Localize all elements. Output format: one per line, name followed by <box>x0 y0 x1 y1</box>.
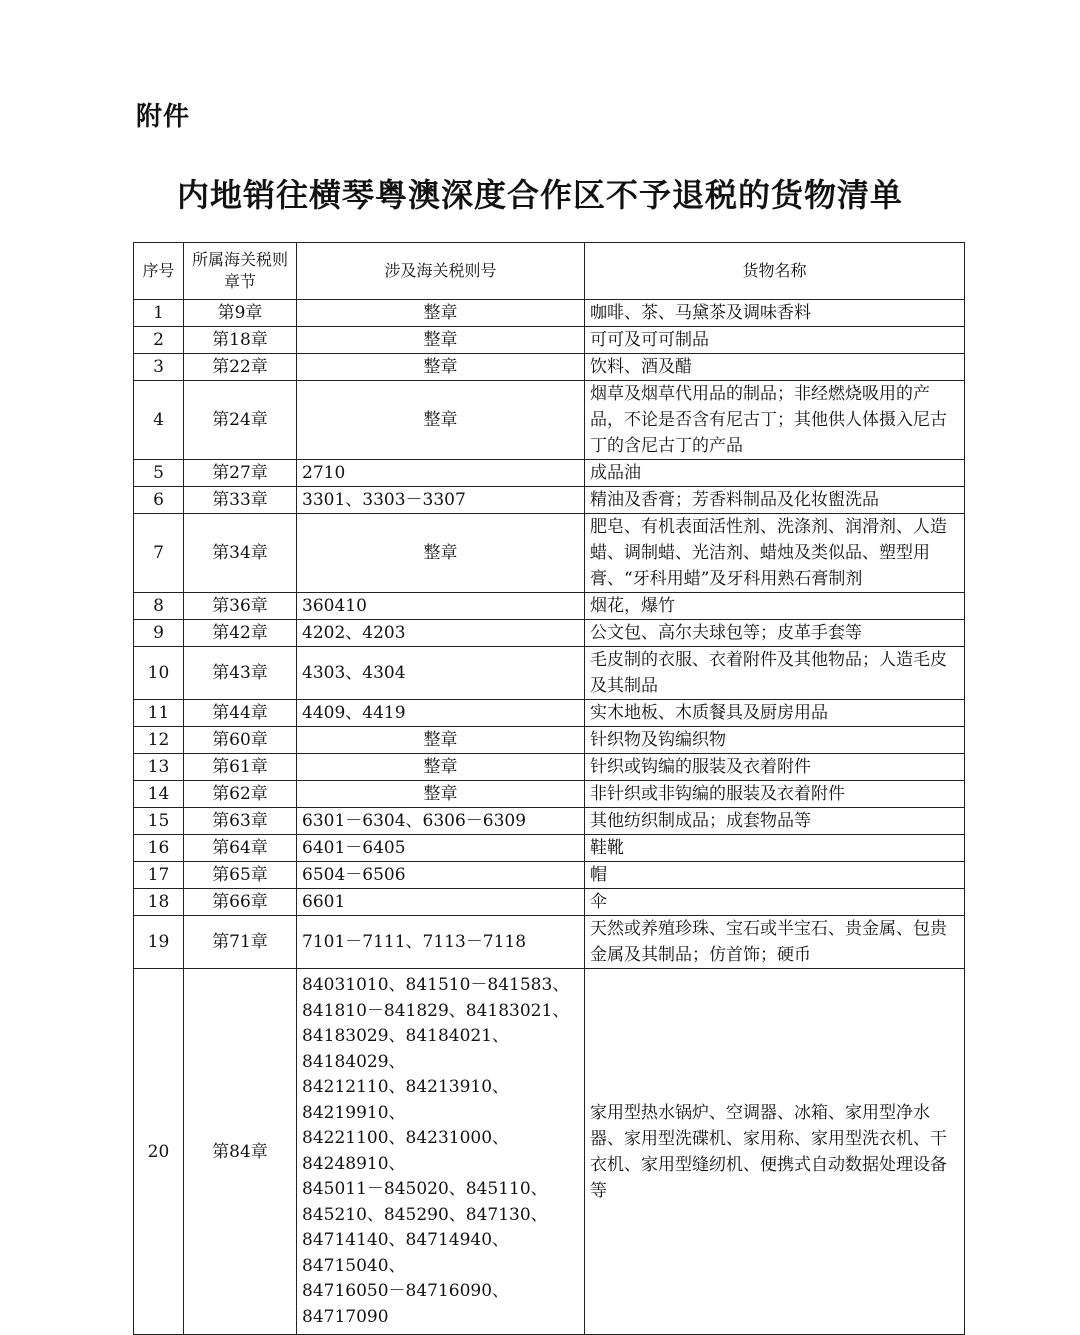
cell-goods-name: 其他纺织制成品；成套物品等 <box>585 808 965 835</box>
attachment-label: 附件 <box>136 102 191 132</box>
code-line: 整章 <box>423 757 458 777</box>
code-line: 4409、4419 <box>302 703 406 723</box>
table-row <box>134 808 965 835</box>
table-row <box>134 487 965 514</box>
code-line: 7101－7111、7113－7118 <box>302 932 527 952</box>
cell-seq: 5 <box>134 460 184 487</box>
code-line: 4202、4203 <box>302 623 406 643</box>
cell-seq: 12 <box>134 727 184 754</box>
cell-seq: 20 <box>134 969 184 1335</box>
cell-codes <box>297 969 585 1335</box>
table-row <box>134 514 965 593</box>
table-row <box>134 916 965 969</box>
table-row <box>134 354 965 381</box>
cell-chapter: 第60章 <box>184 727 297 754</box>
cell-chapter: 第61章 <box>184 754 297 781</box>
cell-codes <box>297 487 585 514</box>
cell-seq: 14 <box>134 781 184 808</box>
code-line: 6401－6405 <box>302 838 406 858</box>
cell-chapter: 第34章 <box>184 514 297 593</box>
cell-codes <box>297 514 585 593</box>
code-line: 360410 <box>302 596 367 616</box>
code-line: 整章 <box>423 357 458 377</box>
cell-goods-name: 家用型热水锅炉、空调器、冰箱、家用型净水器、家用型洗碟机、家用称、家用型洗衣机、干衣机、家用型缝纫机、便携式自动数据处理设备等 <box>585 969 965 1335</box>
cell-seq: 4 <box>134 381 184 460</box>
cell-codes <box>297 727 585 754</box>
code-line: 845011－845020、845110、 <box>302 1179 548 1199</box>
cell-codes <box>297 354 585 381</box>
cell-codes <box>297 808 585 835</box>
cell-chapter: 第27章 <box>184 460 297 487</box>
code-line: 整章 <box>423 330 458 350</box>
cell-codes <box>297 593 585 620</box>
cell-codes <box>297 327 585 354</box>
code-line: 84031010、841510－841583、 <box>302 975 570 995</box>
table-row <box>134 781 965 808</box>
table-row <box>134 460 965 487</box>
table-row <box>134 835 965 862</box>
cell-goods-name: 毛皮制的衣服、衣着附件及其他物品；人造毛皮及其制品 <box>585 647 965 700</box>
table-row <box>134 620 965 647</box>
cell-codes <box>297 916 585 969</box>
cell-goods-name: 鞋靴 <box>585 835 965 862</box>
cell-seq: 1 <box>134 300 184 327</box>
cell-codes <box>297 700 585 727</box>
code-line: 6301－6304、6306－6309 <box>302 811 527 831</box>
cell-chapter: 第24章 <box>184 381 297 460</box>
cell-goods-name: 烟花，爆竹 <box>585 593 965 620</box>
cell-goods-name: 针织物及钩编织物 <box>585 727 965 754</box>
table-row <box>134 969 965 1335</box>
col-header-chapter: 所属海关税则章节 <box>184 243 297 300</box>
table-row <box>134 700 965 727</box>
cell-chapter: 第65章 <box>184 862 297 889</box>
cell-chapter: 第9章 <box>184 300 297 327</box>
table-row <box>134 727 965 754</box>
col-header-goods-name: 货物名称 <box>585 243 965 300</box>
cell-chapter: 第22章 <box>184 354 297 381</box>
cell-goods-name: 成品油 <box>585 460 965 487</box>
col-header-seq: 序号 <box>134 243 184 300</box>
code-line: 6601 <box>302 892 346 912</box>
cell-seq: 6 <box>134 487 184 514</box>
cell-goods-name: 非针织或非钩编的服装及衣着附件 <box>585 781 965 808</box>
goods-table <box>133 242 965 1335</box>
cell-seq: 10 <box>134 647 184 700</box>
cell-goods-name: 烟草及烟草代用品的制品；非经燃烧吸用的产品，不论是否含有尼古丁；其他供人体摄入尼古丁的含尼古丁的产品 <box>585 381 965 460</box>
cell-codes <box>297 862 585 889</box>
cell-seq: 11 <box>134 700 184 727</box>
code-line: 84714140、84714940、84715040、 <box>302 1230 510 1276</box>
table-row <box>134 381 965 460</box>
document-title: 内地销往横琴粤澳深度合作区不予退税的货物清单 <box>176 176 903 214</box>
code-line: 4303、4304 <box>302 663 406 683</box>
table-row <box>134 327 965 354</box>
code-line: 2710 <box>302 463 346 483</box>
cell-chapter: 第84章 <box>184 969 297 1335</box>
cell-chapter: 第36章 <box>184 593 297 620</box>
code-line: 3301、3303－3307 <box>302 490 466 510</box>
cell-seq: 3 <box>134 354 184 381</box>
cell-seq: 8 <box>134 593 184 620</box>
cell-chapter: 第42章 <box>184 620 297 647</box>
table-row <box>134 647 965 700</box>
cell-codes <box>297 381 585 460</box>
cell-chapter: 第71章 <box>184 916 297 969</box>
cell-goods-name: 实木地板、木质餐具及厨房用品 <box>585 700 965 727</box>
cell-goods-name: 伞 <box>585 889 965 916</box>
col-header-codes: 涉及海关税则号 <box>297 243 585 300</box>
cell-codes <box>297 781 585 808</box>
cell-goods-name: 精油及香膏；芳香料制品及化妆盥洗品 <box>585 487 965 514</box>
code-line: 841810－841829、84183021、 <box>302 1000 570 1021</box>
cell-seq: 13 <box>134 754 184 781</box>
table-row <box>134 300 965 327</box>
cell-seq: 19 <box>134 916 184 969</box>
code-line: 84183029、84184021、84184029、 <box>302 1026 510 1072</box>
code-line: 6504－6506 <box>302 865 406 885</box>
table-row <box>134 889 965 916</box>
code-line: 整章 <box>423 303 458 323</box>
cell-codes <box>297 754 585 781</box>
cell-codes <box>297 300 585 327</box>
code-line: 84212110、84213910、84219910、 <box>302 1077 510 1123</box>
cell-codes <box>297 889 585 916</box>
cell-chapter: 第62章 <box>184 781 297 808</box>
cell-seq: 9 <box>134 620 184 647</box>
cell-chapter: 第63章 <box>184 808 297 835</box>
cell-goods-name: 咖啡、茶、马黛茶及调味香料 <box>585 300 965 327</box>
cell-codes <box>297 460 585 487</box>
cell-goods-name: 天然或养殖珍珠、宝石或半宝石、贵金属、包贵金属及其制品；仿首饰；硬币 <box>585 916 965 969</box>
cell-seq: 17 <box>134 862 184 889</box>
cell-goods-name: 公文包、高尔夫球包等；皮革手套等 <box>585 620 965 647</box>
cell-chapter: 第64章 <box>184 835 297 862</box>
cell-chapter: 第66章 <box>184 889 297 916</box>
cell-seq: 16 <box>134 835 184 862</box>
cell-goods-name: 针织或钩编的服装及衣着附件 <box>585 754 965 781</box>
cell-chapter: 第18章 <box>184 327 297 354</box>
table-row <box>134 754 965 781</box>
code-line: 84221100、84231000、84248910、 <box>302 1128 510 1174</box>
cell-chapter: 第44章 <box>184 700 297 727</box>
code-line: 整章 <box>423 730 458 750</box>
cell-goods-name: 饮料、酒及醋 <box>585 354 965 381</box>
cell-chapter: 第43章 <box>184 647 297 700</box>
table-header-row <box>134 243 965 300</box>
table-body <box>134 300 965 1335</box>
cell-chapter: 第33章 <box>184 487 297 514</box>
code-line: 84716050－84716090、84717090 <box>302 1281 510 1327</box>
table-row <box>134 593 965 620</box>
cell-seq: 7 <box>134 514 184 593</box>
code-line: 845210、845290、847130、 <box>302 1204 548 1225</box>
cell-goods-name: 帽 <box>585 862 965 889</box>
table-row <box>134 862 965 889</box>
code-line: 整章 <box>423 410 458 430</box>
cell-goods-name: 可可及可可制品 <box>585 327 965 354</box>
cell-codes <box>297 647 585 700</box>
code-line: 整章 <box>423 784 458 804</box>
cell-goods-name: 肥皂、有机表面活性剂、洗涤剂、润滑剂、人造蜡、调制蜡、光洁剂、蜡烛及类似品、塑型用膏、“牙科用蜡”及牙科用熟石膏制剂 <box>585 514 965 593</box>
code-line: 整章 <box>423 543 458 563</box>
cell-codes <box>297 620 585 647</box>
cell-seq: 2 <box>134 327 184 354</box>
cell-seq: 18 <box>134 889 184 916</box>
cell-seq: 15 <box>134 808 184 835</box>
cell-codes <box>297 835 585 862</box>
